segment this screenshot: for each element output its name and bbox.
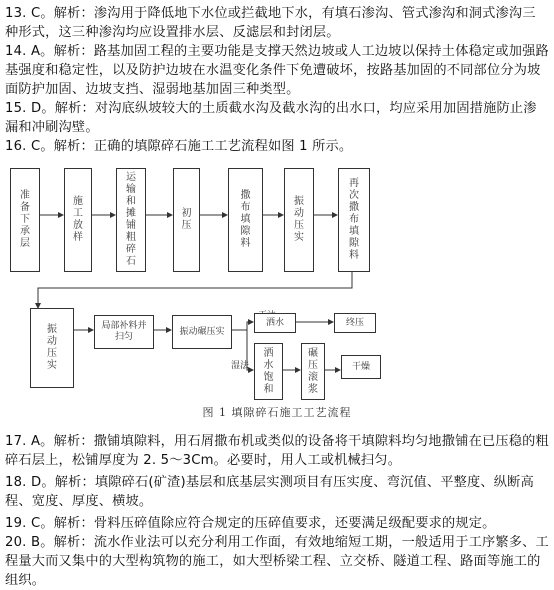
step-dry [341, 355, 381, 379]
step-wet-saturate [254, 343, 283, 400]
figure-caption: 图 1 填隙碎石施工工艺流程 [202, 406, 352, 419]
step-label: 施工放样 [73, 196, 83, 243]
step-vibratory-roll [172, 315, 232, 349]
paragraph-14: 14. A。解析：路基加固工程的主要功能是支撑天然边坡或人工边坡以保持土体稳定或加强路基强度和稳定性，以及防护边坡在水温变化条件下免遭破坏，按路基加固的不同部位分为坡面防护加固、边坡支挡、湿弱地基加固三种类型。 [5, 44, 549, 97]
step-roll-slurry [301, 343, 325, 400]
step-label: 洒水 [265, 317, 284, 328]
step-dry-water [254, 313, 296, 333]
paragraph-20: 20. B。解析：流水作业法可以充分利用工作面，有效地缩短工期，一般适用于工序繁多、工程量大而又集中的大型构筑物的施工，如大型桥梁工程、立交桥、隧道工程、路面等施工的组织。 [5, 535, 549, 588]
paragraph-16: 16. C。解析：正确的填隙碎石施工工艺流程如图 1 所示。 [5, 139, 353, 154]
step-vibration-compaction [284, 168, 314, 272]
step-label: 振动压实 [47, 324, 57, 371]
paragraph-19: 19. C。解析：骨料压碎值除应符合规定的压碎值要求，还要满足级配要求的规定。 [5, 516, 496, 531]
step-label: 振动压实 [294, 196, 304, 243]
step-local-fill-sweep [94, 315, 154, 349]
step-label: 干燥 [351, 361, 370, 372]
step-layout [64, 168, 92, 272]
step-label: 运输和摊铺粗碎石 [126, 172, 136, 267]
step-label: 洒水饱和 [263, 347, 274, 395]
paragraph-15: 15. D。解析：对沟底纵坡较大的土质截水沟及截水沟的出水口，均应采用加固措施防止渗漏和冲刷沟壁。 [5, 101, 537, 135]
wet-method-label: 湿法 [231, 361, 250, 371]
step-label: 局部补料并扫匀 [101, 321, 147, 342]
paragraph-13: 13. C。解析：渗沟用于降低地下水位或拦截地下水，有填石渗沟、管式渗沟和洞式渗沟三种形式，这三种渗沟均应设置排水层、反滤层和封闭层。 [5, 6, 536, 40]
step-label: 撒布填隙料 [240, 190, 251, 249]
step-final-compaction [334, 313, 376, 333]
step-label: 初压 [181, 208, 192, 231]
paragraph-17: 17. A。解析：撒铺填隙料，用石屑撒布机或类似的设备将干填隙料均匀地撒铺在已压稳的粗碎石层上，松铺厚度为 2. 5～3Cm。必要时，用人工或机械扫匀。 [5, 434, 549, 468]
step-label: 振动碾压实 [179, 326, 225, 337]
step-prepare-base [10, 168, 40, 272]
step-respread-filler [338, 168, 370, 272]
step-vibration-compaction-2 [30, 308, 74, 388]
step-label: 再次撒布填隙料 [349, 178, 359, 261]
paragraph-18: 18. D。解析：填隙碎石(矿渣)基层和底基层实测项目有压实度、弯沉值、平整度、纵断高程、宽度、厚度、横坡。 [5, 475, 534, 509]
step-label: 终压 [345, 317, 364, 328]
step-label: 碾压滚浆 [308, 347, 318, 395]
step-initial-compaction [173, 168, 200, 272]
step-label: 准备下承层 [20, 190, 30, 249]
step-transport-spread [116, 168, 146, 272]
step-spread-filler [228, 168, 263, 272]
